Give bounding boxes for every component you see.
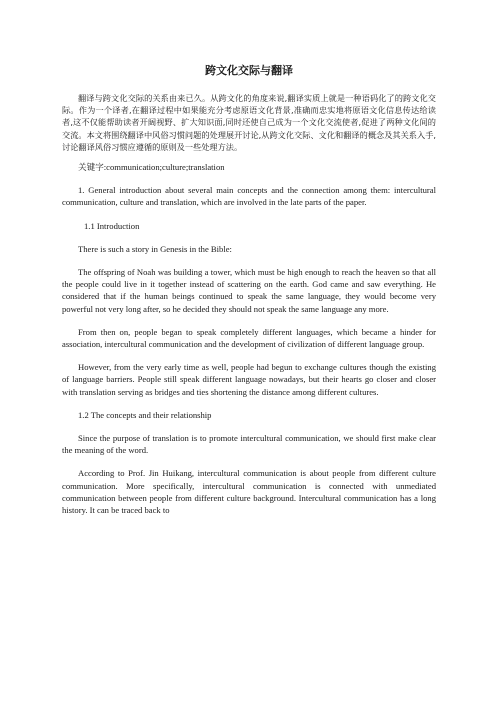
- document-body: [62, 64, 436, 516]
- paragraph-however: However, from the very early time as well, people had begun to exchange cultures though the existing of language barriers. People still speak different language nowadays, but their hearts go closer and closer with translation serving as bridges and ties shortening the distance among different cultures.: [62, 362, 436, 397]
- keywords-line: 关键字:communication;culture;translation: [78, 162, 225, 173]
- document-title: 跨文化交际与翻译: [205, 64, 293, 77]
- abstract-chinese: 翻译与跨文化交际的关系由来已久。从跨文化的角度来说,翻译实质上就是一种语码化了的跨文化交际。作为一个译者,在翻译过程中如果能充分考虑原语文化背景,准确而忠实地将原语文化信息传达给读者,这不仅能帮助读者开阔视野、扩大知识面,同时还使自己成为一个文化交流使者,促进了两种文化间的交流。本文将围绕翻译中风俗习惯问题的处理展开讨论,从跨文化交际、文化和翻译的概念及其关系入手,讨论翻译风俗习惯应遵循的原则及一些处理方法。: [62, 93, 436, 152]
- paragraph-according: According to Prof. Jin Huikang, intercultural communication is about people from different culture communication. More specifically, intercultural communication is connected with unmediated communication between people from different culture background. Intercultural communication has a long history. It can be traced back to: [62, 468, 436, 516]
- paragraph-noah: The offspring of Noah was building a tower, which must be high enough to reach the heaven so that all the people could live in it together instead of scattering on the earth. God came and saw everything. He considered that if the human beings continued to speak the same language, they would become very powerful not very long after, so he decided they should not speak the same language any more.: [62, 267, 436, 314]
- section-1-2-heading: 1.2 The concepts and their relationship: [78, 409, 212, 420]
- paragraph-story-intro: There is such a story in Genesis in the Bible:: [78, 243, 232, 254]
- section-1-heading: 1. General introduction about several main concepts and the connection among them: intercultural communication, culture and translation, which are involved in the late parts of the paper.: [62, 185, 436, 208]
- section-1-1-heading: 1.1 Introduction: [84, 220, 140, 231]
- paragraph-since: Since the purpose of translation is to promote intercultural communication, we should first make clear the meaning of the word.: [62, 433, 436, 456]
- paragraph-from-then-on: From then on, people began to speak completely different languages, which became a hinder for association, intercultural communication and the development of civilization of different language group.: [62, 326, 436, 350]
